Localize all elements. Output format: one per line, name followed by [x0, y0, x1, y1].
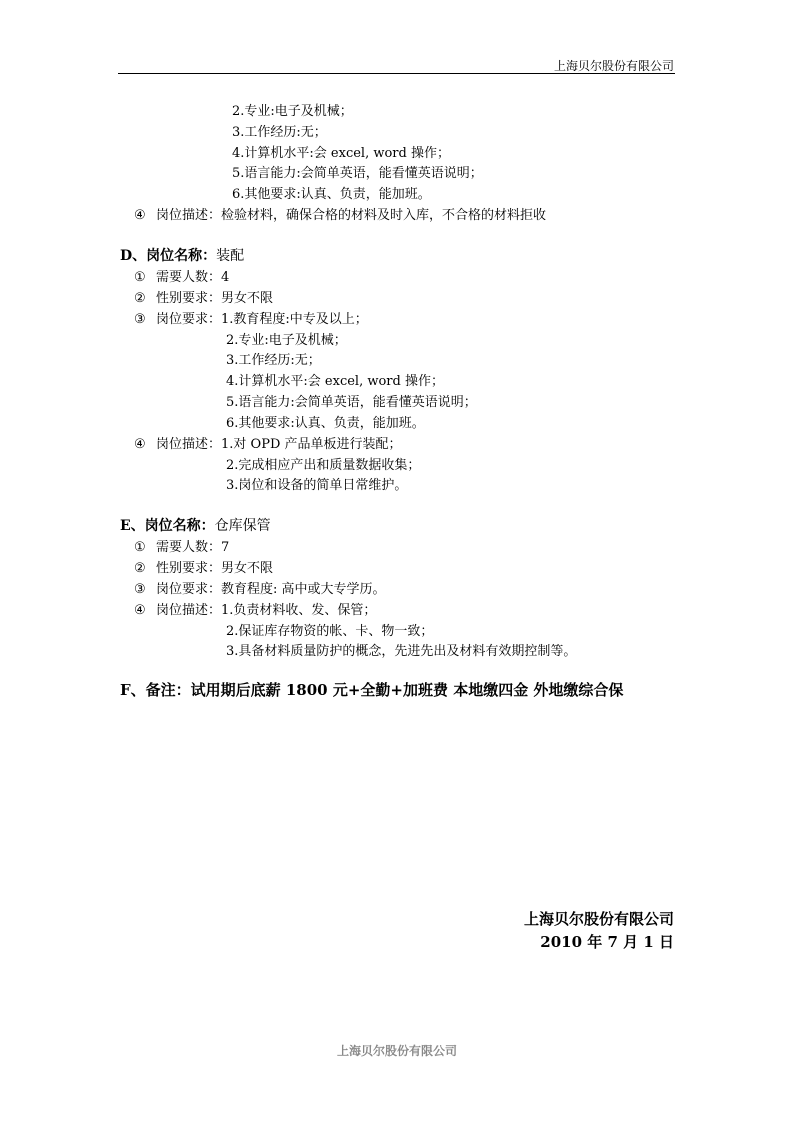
signature-company: 上海贝尔股份有限公司 — [523, 910, 674, 928]
circled-number-4: ④ — [134, 603, 146, 618]
e-desc-row — [134, 599, 376, 618]
c-req-line-2: 2.专业:电子及机械； — [232, 104, 353, 119]
d-item-requirements — [134, 308, 368, 327]
d-desc-row — [134, 433, 402, 452]
e-item-value: 7 — [221, 540, 230, 555]
e-desc-line-3: 3.具备材料质量防护的概念，先进先出及材料有效期控制等。 — [226, 644, 577, 659]
d-desc-line-2: 2.完成相应产出和质量数据收集； — [226, 458, 421, 473]
e-item-gender — [134, 557, 273, 576]
e-item-headcount — [134, 536, 229, 555]
e-item-value: 教育程度: 高中或大专学历。 — [221, 582, 386, 597]
e-desc-line-2: 2.保证库存物资的帐、卡、物一致； — [226, 624, 434, 639]
e-desc-label: 岗位描述： — [156, 603, 222, 618]
signature-date: 2010 年 7 月 1 日 — [540, 933, 674, 951]
d-item-label: 岗位要求： — [156, 312, 222, 327]
d-item-headcount — [134, 266, 229, 285]
d-req-line-3: 3.工作经历:无； — [226, 353, 321, 368]
d-desc-value: 1.对 OPD 产品单板进行装配； — [221, 437, 402, 452]
e-item-label: 岗位要求： — [156, 582, 222, 597]
c-req-line-4: 4.计算机水平:会 excel, word 操作； — [232, 146, 450, 161]
e-item-value: 男女不限 — [221, 561, 274, 576]
e-desc-value: 1.负责材料收、发、保管； — [221, 603, 377, 618]
d-desc-line-3: 3.岗位和设备的简单日常维护。 — [226, 478, 408, 493]
e-item-label: 需要人数： — [156, 540, 222, 555]
footer-company: 上海贝尔股份有限公司 — [336, 1044, 457, 1058]
section-e-prefix: E、岗位名称： — [120, 518, 215, 534]
e-item-label: 性别要求： — [156, 561, 222, 576]
e-item-requirements — [134, 578, 386, 597]
circled-number-2: ② — [134, 291, 146, 306]
circled-number-4: ④ — [134, 208, 146, 223]
d-req-line-2: 2.专业:电子及机械； — [226, 333, 347, 348]
circled-number-3: ③ — [134, 582, 146, 597]
circled-number-4: ④ — [134, 437, 146, 452]
section-d-heading — [120, 245, 244, 265]
d-req-line-5: 5.语言能力:会简单英语，能看懂英语说明； — [226, 395, 477, 410]
d-req-line-4: 4.计算机水平:会 excel, word 操作； — [226, 374, 444, 389]
circled-number-1: ① — [134, 540, 146, 555]
d-desc-label: 岗位描述： — [156, 437, 222, 452]
remarks-note: F、备注：试用期后底薪 1800 元+全勤+加班费 本地缴四金 外地缴综合保 — [120, 681, 624, 699]
c-req-line-3: 3.工作经历:无； — [232, 125, 327, 140]
section-e-heading — [120, 515, 271, 535]
d-item-gender — [134, 287, 273, 306]
c-req-line-5: 5.语言能力:会简单英语，能看懂英语说明； — [232, 166, 483, 181]
header-divider — [118, 73, 675, 74]
c-desc-label: 岗位描述： — [156, 208, 222, 223]
header-company: 上海贝尔股份有限公司 — [553, 59, 674, 73]
c-desc-text: 检验材料，确保合格的材料及时入库，不合格的材料拒收 — [221, 208, 547, 223]
circled-number-3: ③ — [134, 312, 146, 327]
section-d-title: 装配 — [216, 248, 245, 264]
section-d-prefix: D、岗位名称： — [120, 248, 217, 264]
d-item-value: 1.教育程度:中专及以上； — [221, 312, 368, 327]
d-item-label: 性别要求： — [156, 291, 222, 306]
d-item-value: 4 — [221, 270, 230, 285]
circled-number-1: ① — [134, 270, 146, 285]
d-item-label: 需要人数： — [156, 270, 222, 285]
c-req-line-6: 6.其他要求:认真、负责，能加班。 — [232, 187, 431, 202]
circled-number-2: ② — [134, 561, 146, 576]
d-req-line-6: 6.其他要求:认真、负责，能加班。 — [226, 416, 425, 431]
section-e-title: 仓库保管 — [214, 518, 271, 534]
d-item-value: 男女不限 — [221, 291, 274, 306]
c-desc-row — [134, 204, 546, 223]
